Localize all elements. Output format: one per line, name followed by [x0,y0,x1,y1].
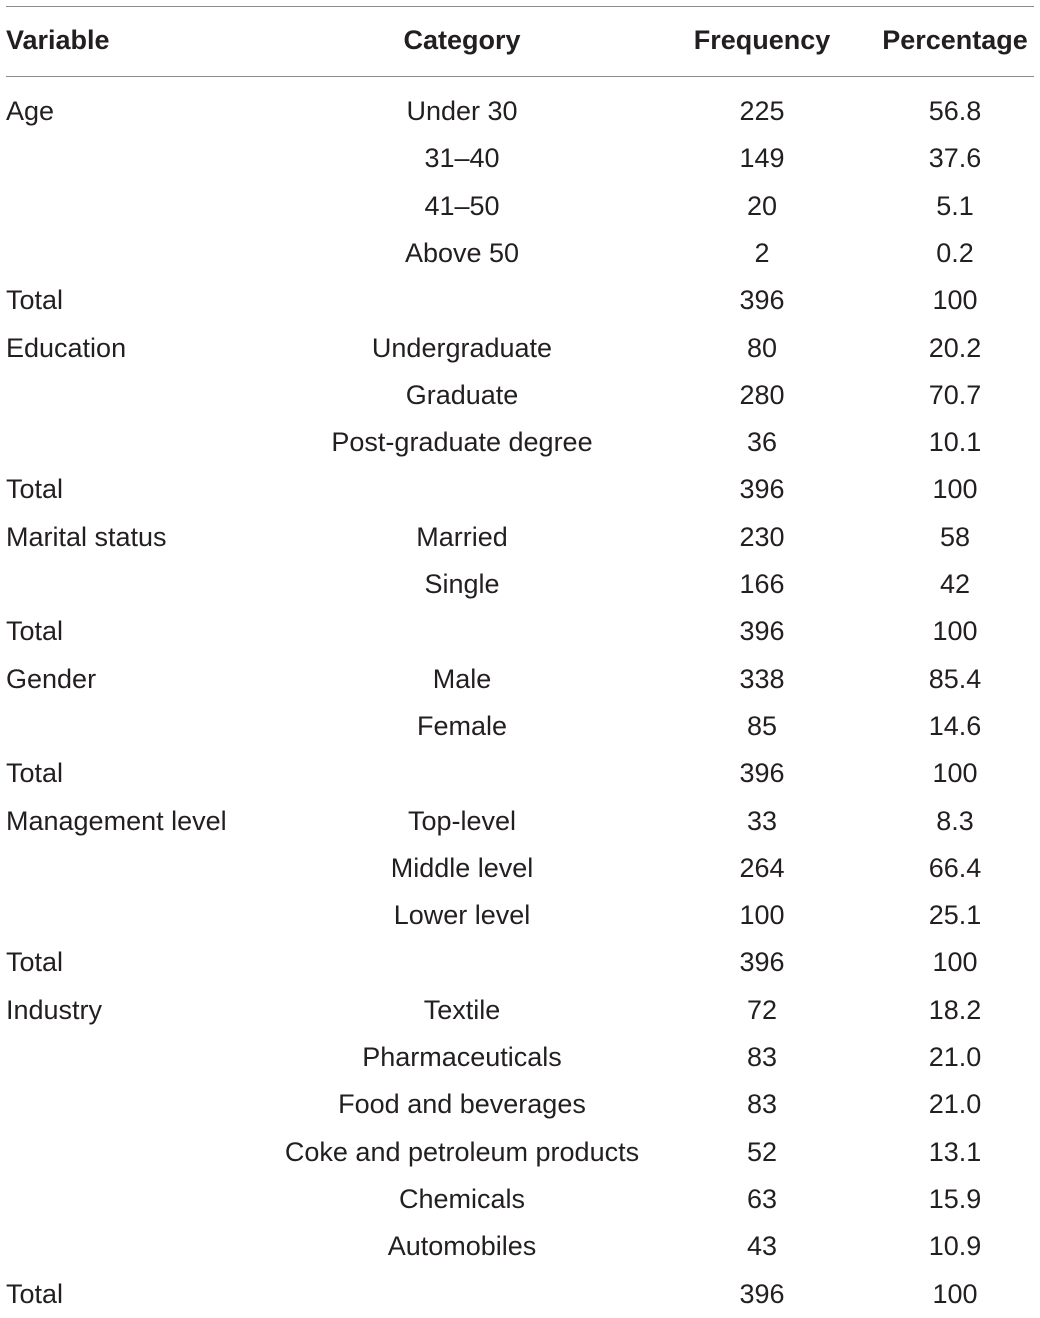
cell-frequency: 264 [739,852,785,883]
cell-frequency: 72 [746,994,778,1025]
table-row [0,608,1040,655]
header-variable: Variable [6,25,110,55]
cell-percentage: 100 [932,947,978,978]
table-row [0,656,1040,703]
cell-category: 41–50 [424,190,500,221]
cell-percentage: 10.1 [928,427,982,458]
cell-category: Automobiles [387,1231,537,1262]
cell-percentage: 100 [932,616,978,647]
cell-category: Coke and petroleum products [284,1136,640,1167]
cell-percentage: 14.6 [928,710,982,741]
cell-frequency: 396 [739,947,785,978]
table-row [0,845,1040,892]
cell-percentage: 0.2 [936,237,974,268]
cell-variable: Total [6,947,64,978]
cell-percentage: 37.6 [928,143,982,174]
cell-percentage: 21.0 [928,1042,982,1072]
header-frequency: Frequency [693,25,831,55]
cell-frequency: 83 [746,1042,778,1072]
table-row [0,88,1040,135]
cell-percentage: 100 [932,285,978,316]
header-category: Category [403,25,521,55]
cell-category: Male [432,663,492,694]
cell-percentage: 18.2 [928,994,982,1025]
table-row [0,183,1040,230]
cell-frequency: 2 [754,237,770,268]
cell-percentage: 70.7 [928,379,982,410]
cell-percentage: 85.4 [928,663,982,694]
cell-frequency: 166 [739,569,785,599]
cell-category: Post-graduate degree [331,427,593,458]
cell-percentage: 10.9 [928,1231,982,1262]
table-header-row [0,17,1040,64]
cell-category: Graduate [405,379,519,410]
cell-frequency: 100 [739,900,785,931]
cell-variable: Gender [6,663,97,694]
cell-percentage: 100 [932,1278,978,1309]
cell-variable: Education [6,332,127,363]
cell-percentage: 58 [939,521,971,552]
cell-variable: Management level [6,805,227,836]
cell-frequency: 85 [746,710,778,741]
cell-frequency: 52 [746,1136,778,1167]
cell-frequency: 20 [746,190,778,221]
table-row [0,325,1040,372]
cell-variable: Industry [6,994,103,1025]
cell-frequency: 396 [739,285,785,316]
cell-category: Single [424,569,500,599]
cell-variable: Total [6,474,64,505]
table-row [0,230,1040,277]
cell-category: Above 50 [404,237,520,268]
cell-frequency: 36 [746,427,778,458]
table-row [0,1223,1040,1270]
cell-percentage: 25.1 [928,900,982,931]
table-row [0,703,1040,750]
table-row [0,798,1040,845]
cell-frequency: 396 [739,758,785,789]
table-row [0,561,1040,608]
table-row [0,466,1040,513]
cell-percentage: 8.3 [936,805,974,836]
cell-variable: Total [6,616,64,647]
cell-category: Chemicals [398,1183,526,1214]
table-row [0,277,1040,324]
cell-category: Married [416,521,508,552]
cell-variable: Marital status [6,521,167,552]
table-row [0,1081,1040,1128]
cell-percentage: 66.4 [928,852,982,883]
table-top-rule [6,6,1034,7]
cell-frequency: 225 [739,96,785,126]
table-row [0,1271,1040,1318]
cell-frequency: 280 [739,379,785,410]
cell-percentage: 13.1 [928,1136,982,1167]
cell-category: 31–40 [424,143,500,174]
cell-category: Top-level [407,805,517,836]
cell-category: Undergraduate [371,332,553,363]
cell-percentage: 56.8 [928,96,982,126]
cell-frequency: 83 [746,1089,778,1120]
cell-category: Middle level [390,852,534,883]
cell-percentage: 15.9 [928,1183,982,1214]
cell-frequency: 149 [739,143,785,174]
table-row [0,1129,1040,1176]
cell-percentage: 21.0 [928,1089,982,1120]
cell-percentage: 20.2 [928,332,982,363]
cell-frequency: 63 [746,1183,778,1214]
cell-category: Lower level [393,900,531,931]
cell-frequency: 230 [739,521,785,552]
cell-category: Under 30 [406,96,518,126]
cell-frequency: 43 [746,1231,778,1262]
header-percentage: Percentage [882,25,1028,55]
cell-variable: Total [6,1278,64,1309]
cell-category: Female [416,710,508,741]
cell-frequency: 33 [746,805,778,836]
cell-variable: Total [6,758,64,789]
table-row [0,372,1040,419]
table-row [0,750,1040,797]
cell-percentage: 100 [932,758,978,789]
cell-frequency: 396 [739,616,785,647]
cell-category: Textile [423,994,501,1025]
cell-frequency: 396 [739,1278,785,1309]
table-row [0,1176,1040,1223]
table-row [0,419,1040,466]
table-row [0,135,1040,182]
cell-frequency: 80 [746,332,778,363]
cell-percentage: 42 [939,569,971,599]
cell-variable: Total [6,285,64,316]
cell-frequency: 396 [739,474,785,505]
table-row [0,987,1040,1034]
table-row [0,892,1040,939]
cell-percentage: 5.1 [936,190,974,221]
table-header-rule [6,76,1034,77]
cell-category: Food and beverages [338,1089,586,1120]
table-row [0,939,1040,986]
cell-frequency: 338 [739,663,785,694]
cell-variable: Age [6,96,55,126]
cell-category: Pharmaceuticals [362,1042,562,1072]
table-row [0,1034,1040,1081]
cell-percentage: 100 [932,474,978,505]
table-row [0,514,1040,561]
